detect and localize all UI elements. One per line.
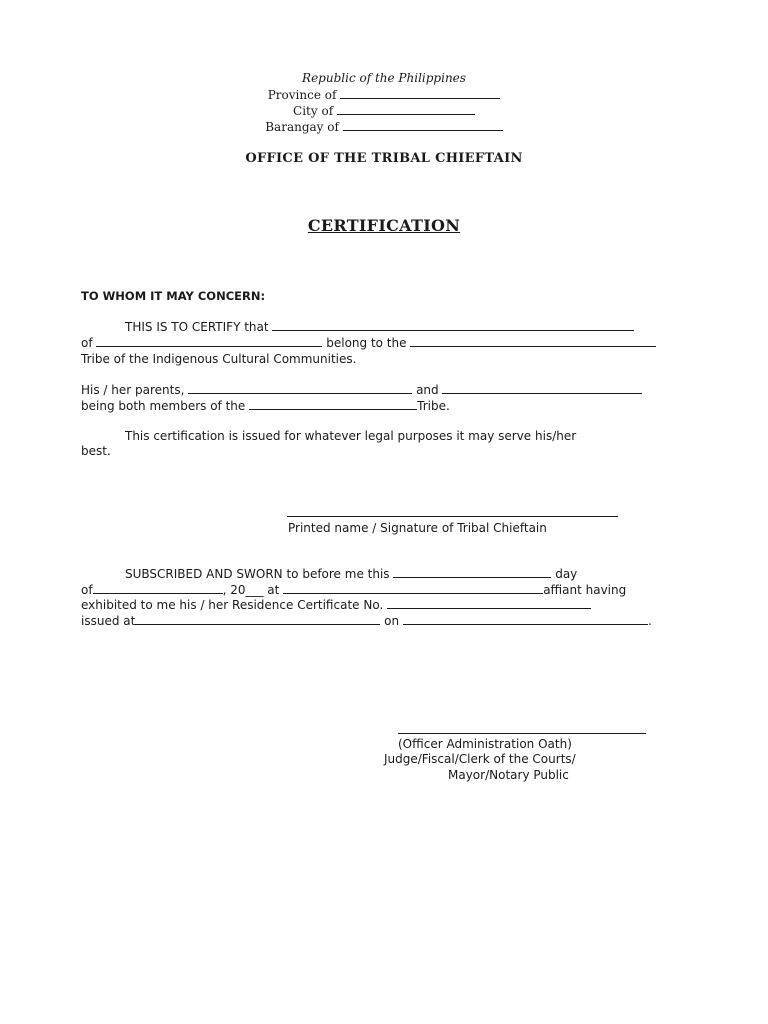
barangay-line: [0, 119, 768, 135]
para1-line2: [81, 335, 687, 351]
sworn-line1: [81, 566, 687, 582]
issued-at-text: issued at: [81, 614, 136, 628]
officer-caption-2: Judge/Fiscal/Clerk of the Courts/: [384, 752, 576, 766]
city-line: [0, 103, 768, 119]
office-title: OFFICE OF THE TRIBAL CHIEFTAIN: [245, 151, 523, 166]
tribe-text: Tribe.: [417, 399, 450, 413]
chieftain-signature-line[interactable]: [287, 516, 618, 517]
republic-line: Republic of the Philippines: [302, 71, 466, 85]
on-text: on: [384, 614, 400, 628]
para1-line3: Tribe of the Indigenous Cultural Communities.: [81, 352, 357, 366]
period-text: .: [647, 614, 652, 628]
parents-text: His / her parents,: [81, 383, 185, 397]
city-label: City of: [293, 104, 334, 118]
of-text: of: [81, 336, 93, 350]
city-field[interactable]: [337, 103, 475, 115]
certified-name-field[interactable]: [272, 319, 634, 331]
officer-signature-line[interactable]: [398, 733, 646, 734]
para3-line1: [81, 428, 687, 444]
parent1-field[interactable]: [188, 382, 412, 394]
year-at-text: , 20___ at: [222, 583, 280, 597]
members-text: being both members of the: [81, 399, 246, 413]
certify-text: THIS IS TO CERTIFY that: [125, 320, 269, 334]
residence-cert-field[interactable]: [387, 597, 591, 609]
month-field[interactable]: [93, 582, 223, 594]
place-field[interactable]: [283, 582, 543, 594]
tribe-field[interactable]: [410, 335, 656, 347]
sworn-line4: [81, 613, 687, 629]
belong-text: belong to the: [326, 336, 407, 350]
officer-caption-1: (Officer Administration Oath): [398, 737, 572, 751]
purpose-text: This certification is issued for whatever legal purposes it may serve his/her: [125, 429, 577, 443]
document-title: CERTIFICATION: [307, 216, 461, 235]
province-field[interactable]: [340, 87, 500, 99]
para1-line1: [81, 319, 687, 335]
chieftain-caption: Printed name / Signature of Tribal Chieftain: [288, 521, 547, 535]
para2-line2: [81, 398, 687, 414]
salutation: TO WHOM IT MAY CONCERN:: [81, 289, 266, 303]
para2-line1: [81, 382, 687, 398]
origin-field[interactable]: [96, 335, 322, 347]
province-line: [0, 87, 768, 103]
sworn-line2: [81, 582, 687, 598]
day-text: day: [555, 567, 578, 581]
exhibited-text: exhibited to me his / her Residence Certificate No.: [81, 598, 384, 612]
barangay-label: Barangay of: [265, 120, 339, 134]
parents-tribe-field[interactable]: [249, 398, 417, 410]
para3-line2: best.: [81, 444, 111, 458]
day-field[interactable]: [393, 566, 551, 578]
officer-caption-3: Mayor/Notary Public: [448, 768, 569, 782]
barangay-field[interactable]: [343, 119, 503, 131]
issued-place-field[interactable]: [135, 613, 380, 625]
sworn-line3: [81, 597, 687, 613]
sworn-text: SUBSCRIBED AND SWORN to before me this: [125, 567, 390, 581]
and-text: and: [416, 383, 439, 397]
of-month-text: of: [81, 583, 93, 597]
affiant-text: affiant having: [543, 583, 627, 597]
issued-date-field[interactable]: [403, 613, 648, 625]
parent2-field[interactable]: [442, 382, 642, 394]
province-label: Province of: [267, 88, 337, 102]
